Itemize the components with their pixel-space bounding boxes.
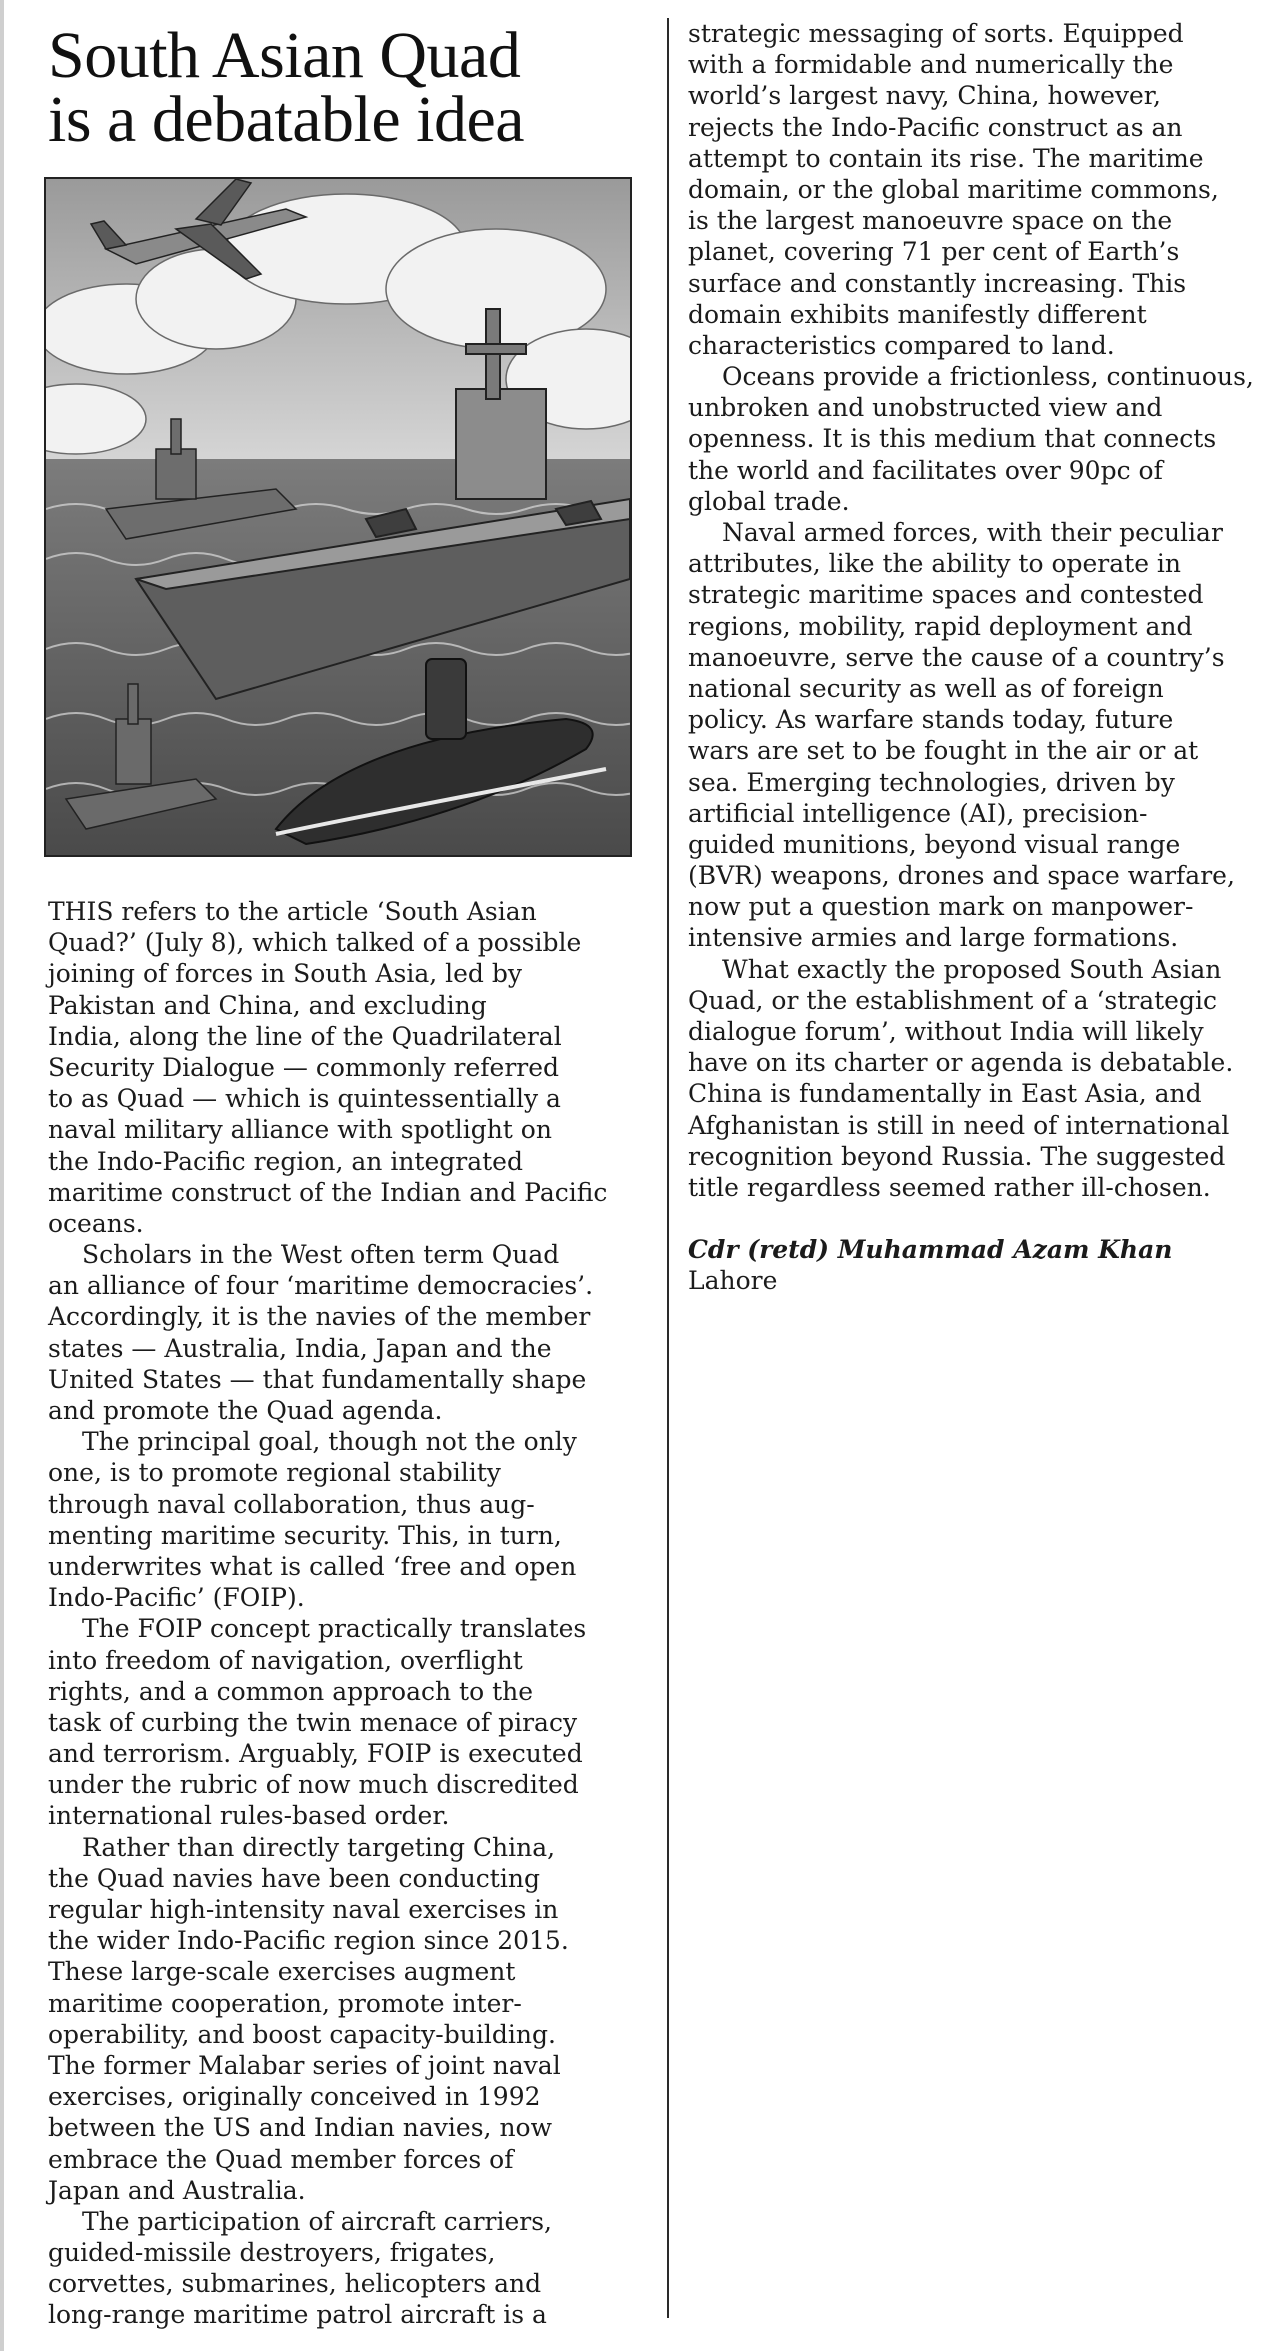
body-line: strategic maritime spaces and contested — [688, 580, 1204, 610]
body-column-right-text — [688, 18, 1278, 1203]
body-line: Japan and Australia. — [48, 2175, 306, 2205]
body-line: maritime construct of the Indian and Pacific — [48, 1177, 608, 1207]
body-line: Oceans provide a frictionless, continuous, — [722, 362, 1254, 392]
body-line: states — Australia, India, Japan and the — [48, 1333, 552, 1363]
body-line: surface and constantly increasing. This — [688, 268, 1187, 298]
body-line: The former Malabar series of joint naval — [48, 2050, 561, 2080]
body-line: THIS refers to the article ‘South Asian — [48, 897, 537, 926]
body-line: with a formidable and numerically the — [688, 50, 1174, 80]
body-line: is the largest manoeuvre space on the — [688, 206, 1173, 236]
body-line: Rather than directly targeting China, — [82, 1832, 556, 1862]
body-line: attributes, like the ability to operate in — [688, 549, 1182, 579]
body-line: What exactly the proposed South Asian — [722, 954, 1222, 984]
body-line: menting maritime security. This, in turn, — [48, 1520, 562, 1550]
body-line: joining of forces in South Asia, led by — [48, 959, 522, 989]
body-line: an alliance of four ‘maritime democracies’. — [48, 1271, 594, 1301]
body-line: rights, and a common approach to the — [48, 1676, 534, 1706]
body-line: the wider Indo-Pacific region since 2015. — [48, 1926, 569, 1956]
body-line: domain exhibits manifestly different — [688, 299, 1147, 329]
body-line: artificial intelligence (AI), precision- — [688, 798, 1148, 828]
body-line: dialogue forum’, without India will likely — [688, 1017, 1204, 1046]
body-line: wars are set to be fought in the air or at — [688, 736, 1199, 766]
body-line: international rules-based order. — [48, 1801, 450, 1831]
body-line: national security as well as of foreign — [688, 673, 1164, 703]
body-line: task of curbing the twin menace of piracy — [48, 1707, 578, 1737]
body-line: India, along the line of the Quadrilateral — [48, 1021, 562, 1051]
body-line: Scholars in the West often term Quad — [82, 1240, 560, 1270]
body-line: regular high-intensity naval exercises in — [48, 1895, 559, 1924]
body-line: into freedom of navigation, overflight — [48, 1645, 523, 1675]
body-line: long-range maritime patrol aircraft is a — [48, 2300, 547, 2330]
body-line: China is fundamentally in East Asia, and — [688, 1079, 1202, 1109]
body-line: through naval collaboration, thus aug- — [48, 1489, 535, 1519]
body-line: Naval armed forces, with their peculiar — [722, 518, 1223, 547]
body-line: global trade. — [688, 486, 850, 516]
headline — [48, 19, 648, 156]
body-line: openness. It is this medium that connects — [688, 424, 1217, 454]
body-line: The participation of aircraft carriers, — [82, 2206, 552, 2236]
body-line: embrace the Quad member forces of — [48, 2144, 514, 2174]
body-line: characteristics compared to land. — [688, 330, 1115, 360]
body-line: attempt to contain its rise. The maritime — [688, 143, 1204, 173]
body-line: Quad?’ (July 8), which talked of a possible — [48, 928, 582, 958]
body-line: one, is to promote regional stability — [48, 1458, 501, 1488]
body-line: Afghanistan is still in need of international — [688, 1110, 1230, 1140]
body-line: world’s largest navy, China, however, — [688, 81, 1161, 111]
body-line: policy. As warfare stands today, future — [688, 705, 1174, 735]
body-line: now put a question mark on manpower- — [688, 892, 1194, 922]
body-line: underwrites what is called ‘free and open — [48, 1551, 577, 1581]
body-line: United States — that fundamentally shape — [48, 1364, 587, 1394]
headline-line-2: is a debatable idea — [48, 83, 525, 156]
body-line: (BVR) weapons, drones and space warfare, — [688, 861, 1235, 891]
body-line: planet, covering 71 per cent of Earth’s — [688, 237, 1180, 267]
body-line: under the rubric of now much discredited — [48, 1770, 579, 1800]
body-line: oceans. — [48, 1208, 144, 1238]
body-column-left — [48, 896, 638, 2331]
body-line: and promote the Quad agenda. — [48, 1396, 443, 1425]
body-line: Pakistan and China, and excluding — [48, 990, 487, 1020]
body-line: exercises, originally conceived in 1992 — [48, 2082, 541, 2112]
body-line: manoeuvre, serve the cause of a country’s — [688, 642, 1225, 672]
body-line: operability, and boost capacity-building. — [48, 2019, 556, 2049]
body-line: sea. Emerging technologies, driven by — [688, 767, 1175, 797]
body-line: the Quad navies have been conducting — [48, 1863, 540, 1893]
body-line: title regardless seemed rather ill-chosen. — [688, 1172, 1211, 1202]
body-column-right — [688, 18, 1278, 1297]
body-line: These large-scale exercises augment — [48, 1957, 516, 1987]
body-line: naval military alliance with spotlight on — [48, 1115, 552, 1145]
body-line: have on its charter or agenda is debatable. — [688, 1048, 1234, 1078]
body-line: unbroken and unobstructed view and — [688, 393, 1163, 423]
body-line: Accordingly, it is the navies of the member — [48, 1302, 591, 1332]
body-line: the world and facilitates over 90pc of — [688, 455, 1163, 485]
body-line: corvettes, submarines, helicopters and — [48, 2269, 542, 2299]
body-line: recognition beyond Russia. The suggested — [688, 1141, 1226, 1171]
body-line: The FOIP concept practically translates — [82, 1614, 587, 1644]
body-line: regions, mobility, rapid deployment and — [688, 611, 1193, 641]
body-line: maritime cooperation, promote inter- — [48, 1988, 522, 2018]
body-line: between the US and Indian navies, now — [48, 2113, 552, 2143]
author-city: Lahore — [688, 1266, 778, 1296]
body-line: the Indo-Pacific region, an integrated — [48, 1146, 523, 1176]
body-line: strategic messaging of sorts. Equipped — [688, 19, 1184, 48]
body-line: guided-missile destroyers, frigates, — [48, 2238, 496, 2268]
body-line: to as Quad — which is quintessentially a — [48, 1084, 561, 1114]
body-line: Quad, or the establishment of a ‘strategic — [688, 985, 1217, 1015]
body-line: guided munitions, beyond visual range — [688, 829, 1181, 859]
body-line: domain, or the global maritime commons, — [688, 174, 1219, 204]
page-edge-rule — [0, 0, 4, 2351]
body-line: and terrorism. Arguably, FOIP is executed — [48, 1739, 583, 1769]
body-line: Security Dialogue — commonly referred — [48, 1052, 560, 1082]
body-line: intensive armies and large formations. — [688, 923, 1179, 953]
headline-line-1: South Asian Quad — [48, 19, 521, 92]
body-line: The principal goal, though not the only — [82, 1427, 577, 1457]
author-name: Cdr (retd) Muhammad Azam Khan — [688, 1235, 1173, 1265]
body-line: rejects the Indo-Pacific construct as an — [688, 112, 1183, 142]
naval-fleet-illustration — [44, 177, 632, 857]
column-divider — [667, 18, 669, 2318]
body-line: Indo-Pacific’ (FOIP). — [48, 1583, 305, 1613]
letter-signature — [688, 1234, 1278, 1296]
